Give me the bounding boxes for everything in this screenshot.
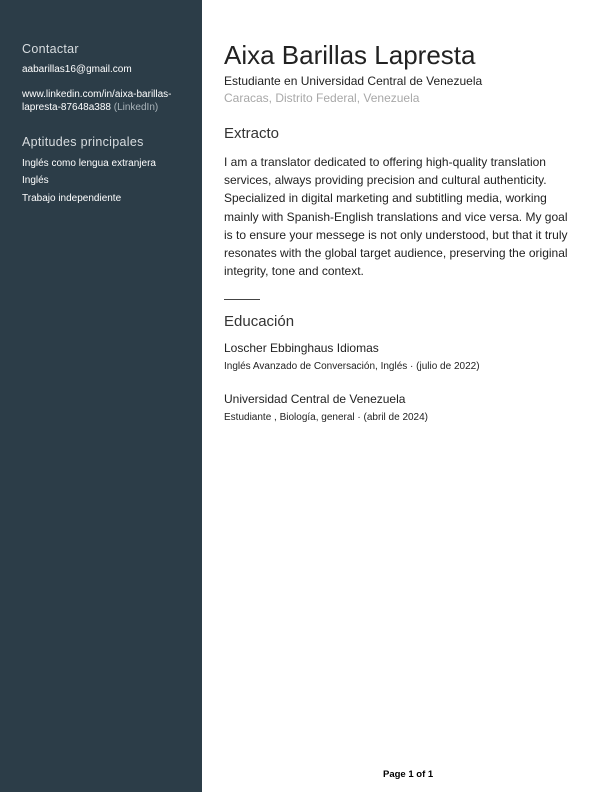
summary-line: resonates with the global target audience, preserving the original [224,246,568,261]
summary-heading: Extracto [224,125,280,142]
summary-text [224,153,568,280]
education-degree: Inglés Avanzado de Conversación, Inglés · (julio de 2022) [224,361,480,372]
section-divider [224,299,260,300]
summary-line: services, always providing precision and cultural authenticity. [224,173,547,188]
education-heading: Educación [224,313,295,330]
summary-line: Specialized in digital marketing and subtitling media, working [224,191,547,206]
profile-headline: Estudiante en Universidad Central de Venezuela [224,74,483,88]
summary-line: is to ensure your messege is not only understood, but that it truly [224,227,568,242]
email-link[interactable]: aabarillas16@gmail.com [22,64,132,75]
page-number: Page 1 of 1 [383,769,434,780]
education-school: Universidad Central de Venezuela [224,392,406,406]
profile-name: Aixa Barillas Lapresta [224,40,476,70]
summary-line: mainly with Spanish-English translations and vice versa. My goal [224,209,568,224]
contact-heading: Contactar [22,42,79,56]
education-school: Loscher Ebbinghaus Idiomas [224,341,379,355]
skills-heading: Aptitudes principales [22,135,144,149]
linkedin-url-line2: lapresta-87648a388 [22,102,111,113]
linkedin-link[interactable] [22,88,172,114]
linkedin-url-line1: www.linkedin.com/in/aixa-barillas- [22,89,172,100]
summary-line: I am a translator dedicated to offering high-quality translation [224,155,546,169]
sidebar [0,0,202,792]
summary-line: integrity, tone and context. [224,264,364,279]
skill-item: Trabajo independiente [22,193,122,204]
education-degree: Estudiante , Biología, general · (abril de 2024) [224,412,429,423]
skill-item: Inglés como lengua extranjera [22,158,156,169]
profile-location: Caracas, Distrito Federal, Venezuela [224,91,420,105]
skill-item: Inglés [22,175,49,186]
linkedin-suffix: (LinkedIn) [113,102,159,113]
